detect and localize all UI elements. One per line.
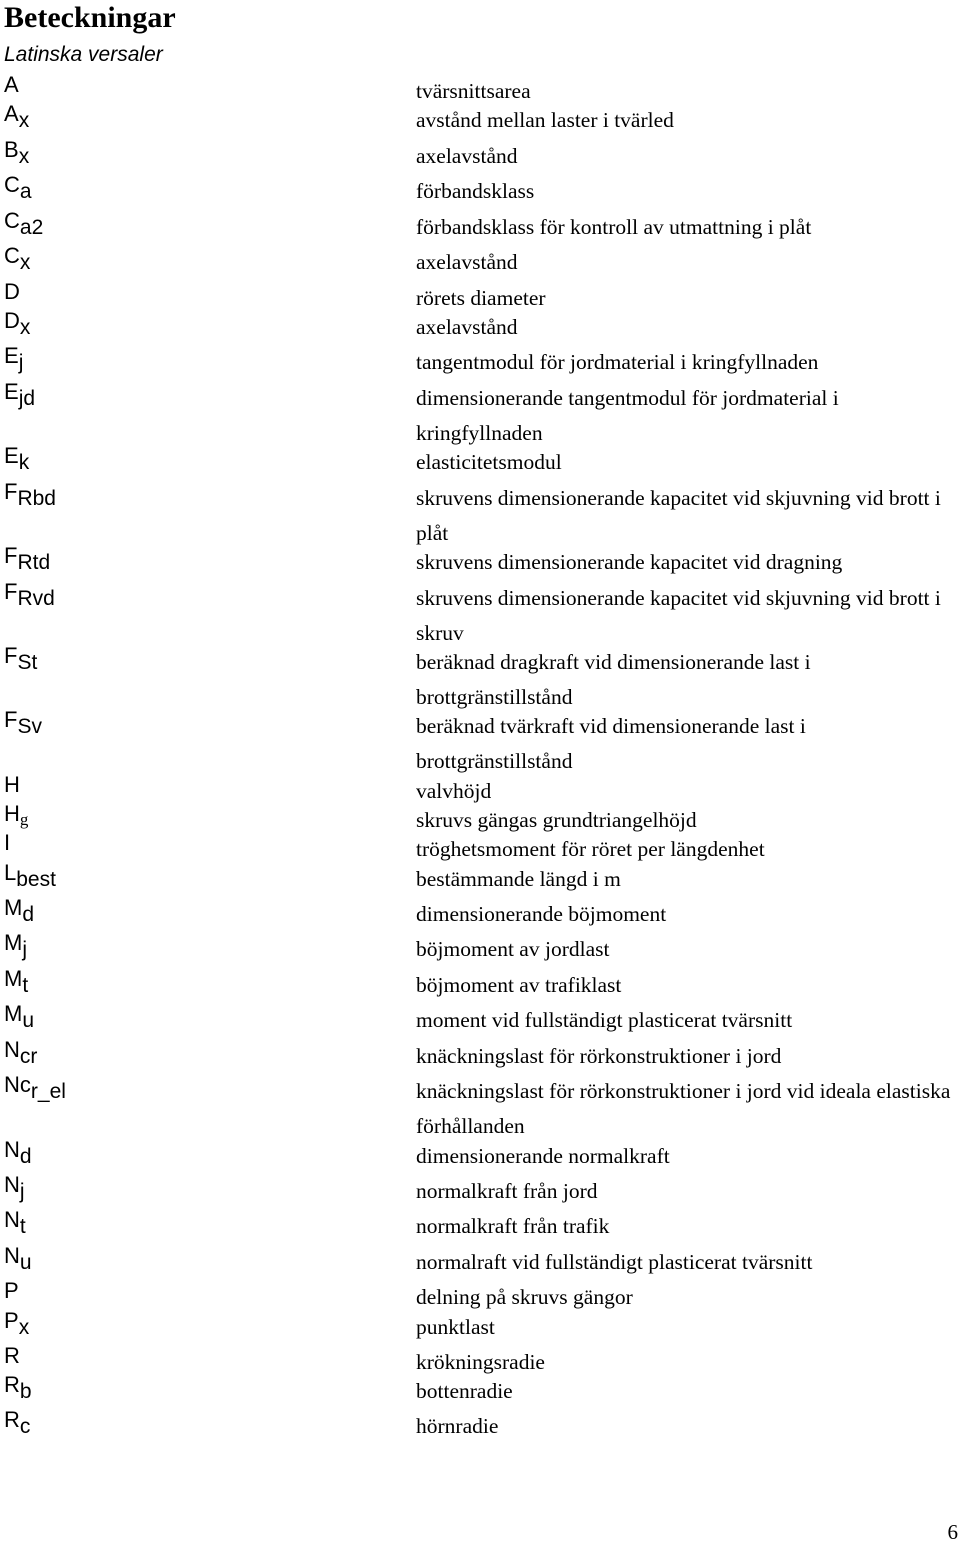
notation-description: förbandsklass [416,179,535,203]
symbol-subscript: St [17,651,38,674]
notation-symbol [4,72,19,98]
symbol-subscript: j [19,1180,25,1203]
notation-symbol [4,243,31,274]
notation-symbol [4,279,20,305]
symbol-base: M [4,895,23,920]
notation-description: axelavstånd [416,144,518,168]
notation-symbol [4,479,56,510]
notation-description: skruvens dimensionerande kapacitet vid dragning [416,550,843,574]
symbol-base: F [4,543,18,568]
notation-description: avstånd mellan laster i tvärled [416,108,674,132]
notation-description: krökningsradie [416,1350,545,1374]
symbol-base: R [4,1343,20,1368]
symbol-subscript: Rbd [17,487,56,510]
symbol-base: F [4,707,18,732]
notation-symbol [4,443,30,474]
notation-symbol [4,801,28,827]
notation-description: moment vid fullständigt plasticerat tvärsnitt [416,1008,793,1032]
notation-description: böjmoment av jordlast [416,937,610,961]
notation-symbol [4,707,42,738]
symbol-base: N [4,1037,20,1062]
symbol-base: E [4,343,19,368]
symbol-subscript: a [19,180,32,203]
notation-symbol [4,343,24,374]
symbol-base: H [4,772,20,797]
notation-symbol [4,137,30,168]
symbol-base: E [4,443,19,468]
notation-description: tröghetsmoment för röret per längdenhet [416,837,765,861]
symbol-base: A [4,101,19,126]
notation-symbol [4,579,55,610]
notation-description: normalraft vid fullständigt plasticerat tvärsnitt [416,1250,813,1274]
notation-symbol [4,1372,32,1403]
notation-symbol [4,772,20,798]
symbol-base: P [4,1308,19,1333]
notation-symbol [4,1037,38,1068]
notation-symbol [4,379,36,410]
symbol-subscript: g [19,810,29,829]
notation-symbol [4,1343,20,1369]
symbol-subscript: r_el [30,1080,66,1103]
notation-symbol [4,1137,32,1168]
symbol-base: A [4,72,19,97]
symbol-base: N [4,1243,20,1268]
notation-description: beräknad dragkraft vid dimensionerande last i brottgränstillstånd [416,650,811,709]
notation-description: punktlast [416,1315,495,1339]
notation-description: hörnradie [416,1414,499,1438]
notation-description: normalkraft från trafik [416,1214,610,1238]
page-number: 6 [947,1520,958,1544]
symbol-subscript: b [19,1380,32,1403]
notation-symbol [4,895,35,926]
symbol-subscript: c [19,1415,31,1438]
symbol-base: F [4,479,18,504]
notation-description: elasticitetsmodul [416,450,562,474]
notation-symbol [4,208,44,239]
notation-symbol [4,172,32,203]
notation-description: tangentmodul för jordmaterial i kringfyllnaden [416,350,819,374]
symbol-base: R [4,1372,20,1397]
symbol-base: F [4,643,18,668]
symbol-subscript: cr [19,1045,38,1068]
notation-description: bestämmande längd i m [416,867,621,891]
symbol-base: R [4,1407,20,1432]
symbol-subscript: d [19,1145,32,1168]
symbol-subscript: j [18,351,24,374]
notation-symbol [4,643,38,674]
symbol-base: N [4,1172,20,1197]
symbol-base: N [4,1207,20,1232]
notation-symbol [4,1308,30,1339]
notation-description: axelavstånd [416,250,518,274]
symbol-base: B [4,137,19,162]
notation-description: dimensionerande normalkraft [416,1144,670,1168]
symbol-subscript: Rtd [17,551,51,574]
notation-description: rörets diameter [416,286,546,310]
symbol-subscript: x [19,316,31,339]
notation-description: tvärsnittsarea [416,79,531,103]
notation-symbol [4,1072,66,1103]
notation-description: knäckningslast för rörkonstruktioner i jord vid ideala elastiska förhållanden [416,1079,951,1138]
notation-symbol [4,830,10,856]
symbol-base: M [4,930,23,955]
notation-symbol [4,543,51,574]
symbol-base: I [4,830,11,855]
notation-description: valvhöjd [416,779,492,803]
notation-description: delning på skruvs gängor [416,1285,633,1309]
symbol-subscript: x [18,1316,30,1339]
symbol-base: C [4,172,20,197]
symbol-subscript: x [18,145,30,168]
symbol-base: L [4,860,17,885]
notation-symbol [4,1001,35,1032]
symbol-base: N [4,1137,20,1162]
notation-description: normalkraft från jord [416,1179,598,1203]
notation-symbol [4,308,31,339]
symbol-base: D [4,308,20,333]
symbol-base: H [4,801,20,826]
symbol-subscript: t [19,1215,26,1238]
symbol-base: M [4,966,23,991]
symbol-base: C [4,243,20,268]
notation-symbol [4,930,27,961]
symbol-subscript: best [16,868,56,891]
symbol-subscript: t [22,974,29,997]
symbol-subscript: Rvd [17,587,55,610]
symbol-subscript: x [18,109,30,132]
symbol-base: F [4,579,18,604]
symbol-base: D [4,279,20,304]
notation-symbol [4,860,56,891]
page-title: Beteckningar [4,1,176,34]
notation-symbol [4,1278,19,1304]
symbol-subscript: k [18,451,30,474]
notation-description: knäckningslast för rörkonstruktioner i jord [416,1044,782,1068]
symbol-base: P [4,1278,19,1303]
notation-symbol [4,1172,25,1203]
notation-description: skruvens dimensionerande kapacitet vid skjuvning vid brott i skruv [416,586,941,645]
notation-description: beräknad tvärkraft vid dimensionerande last i brottgränstillstånd [416,714,806,773]
symbol-subscript: x [19,251,31,274]
symbol-subscript: jd [18,387,36,410]
symbol-subscript: d [22,903,35,926]
notation-description: böjmoment av trafiklast [416,973,622,997]
symbol-base: Nc [4,1072,31,1097]
symbol-base: C [4,208,20,233]
notation-symbol [4,1407,31,1438]
symbol-subscript: a2 [19,216,44,239]
notation-description: bottenradie [416,1379,513,1403]
section-subtitle: Latinska versaler [4,43,163,66]
symbol-base: M [4,1001,23,1026]
notation-description: skruvens dimensionerande kapacitet vid skjuvning vid brott i plåt [416,486,941,545]
notation-description: skruvs gängas grundtriangelhöjd [416,808,697,832]
notation-description: dimensionerande böjmoment [416,902,667,926]
notation-description: dimensionerande tangentmodul för jordmaterial i kringfyllnaden [416,386,839,445]
symbol-base: E [4,379,19,404]
symbol-subscript: u [22,1009,35,1032]
symbol-subscript: j [22,938,27,961]
notation-description: axelavstånd [416,315,518,339]
notation-description: förbandsklass för kontroll av utmattning i plåt [416,215,812,239]
notation-symbol [4,101,30,132]
notation-symbol [4,966,29,997]
notation-symbol [4,1243,32,1274]
notation-symbol [4,1207,26,1238]
symbol-subscript: u [19,1251,32,1274]
symbol-subscript: Sv [17,715,42,738]
